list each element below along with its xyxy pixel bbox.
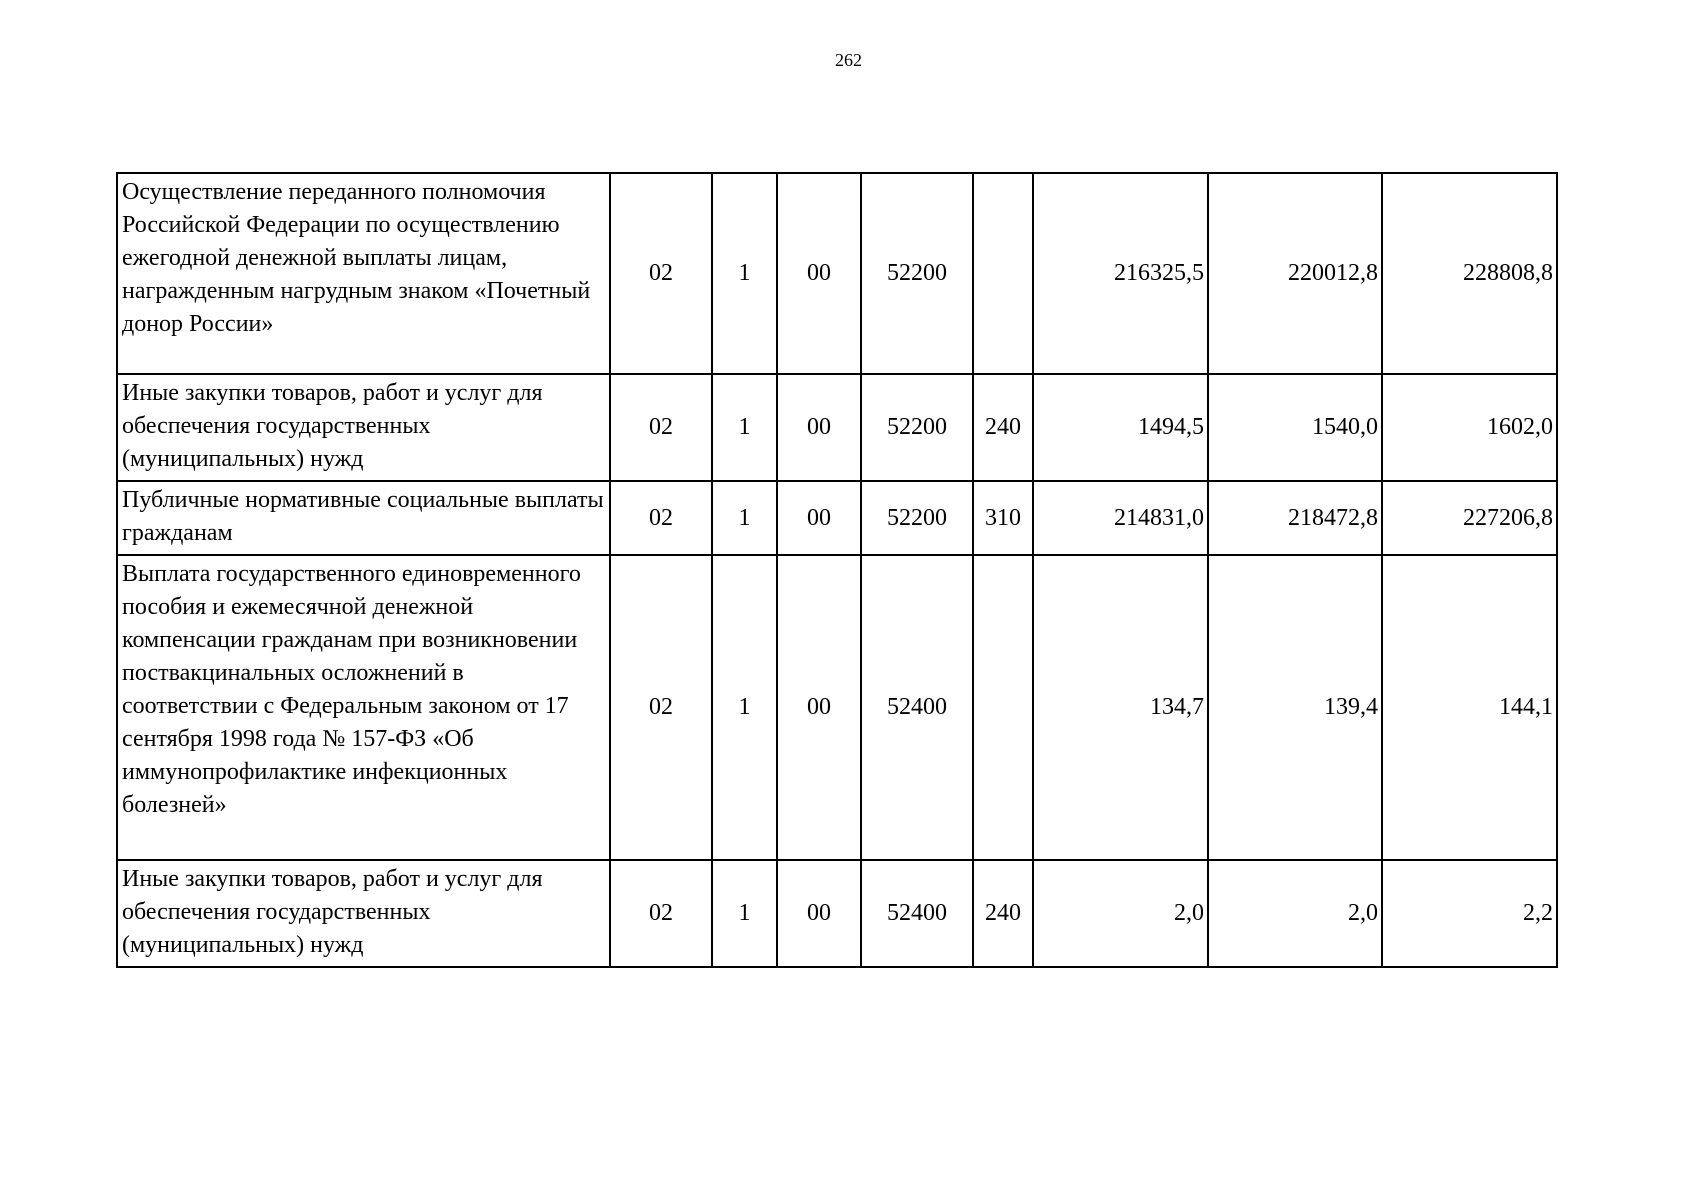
amount-cell-2: 220012,8 — [1208, 173, 1382, 374]
section-code-cell: 02 — [610, 555, 712, 860]
page-number: 262 — [835, 50, 862, 70]
amount-cell-1: 1494,5 — [1033, 374, 1208, 481]
program-code-cell: 1 — [712, 860, 777, 967]
subprogram-code-cell: 00 — [777, 374, 861, 481]
direction-code-cell: 52400 — [861, 555, 973, 860]
section-code-cell: 02 — [610, 173, 712, 374]
table-row — [117, 555, 1557, 860]
direction-code-cell: 52400 — [861, 860, 973, 967]
amount-cell-2: 218472,8 — [1208, 481, 1382, 555]
expense-type-cell: 240 — [973, 374, 1033, 481]
table-row — [117, 481, 1557, 555]
direction-code-cell: 52200 — [861, 173, 973, 374]
table-row — [117, 860, 1557, 967]
row-name-cell: Выплата государственного единовременного пособия и ежемесячной денежной компенсации гражданам при возникновении поствакцинальных осложнений в соответствии с Федеральным законом от 17 сентября 1998 года № 157-ФЗ «Об иммунопрофилактике инфекционных болезней» — [117, 555, 610, 860]
table-row — [117, 173, 1557, 374]
expense-type-cell: 310 — [973, 481, 1033, 555]
subprogram-code-cell: 00 — [777, 860, 861, 967]
program-code-cell: 1 — [712, 173, 777, 374]
expense-type-cell — [973, 173, 1033, 374]
amount-cell-1: 134,7 — [1033, 555, 1208, 860]
row-name-cell: Иные закупки товаров, работ и услуг для обеспечения государственных (муниципальных) нужд — [117, 374, 610, 481]
subprogram-code-cell: 00 — [777, 481, 861, 555]
amount-cell-3: 1602,0 — [1382, 374, 1557, 481]
program-code-cell: 1 — [712, 374, 777, 481]
amount-cell-2: 139,4 — [1208, 555, 1382, 860]
direction-code-cell: 52200 — [861, 374, 973, 481]
direction-code-cell: 52200 — [861, 481, 973, 555]
amount-cell-3: 2,2 — [1382, 860, 1557, 967]
row-name-cell: Осуществление переданного полномочия Российской Федерации по осуществлению ежегодной денежной выплаты лицам, награжденным нагрудным знаком «Почетный донор России» — [117, 173, 610, 374]
program-code-cell: 1 — [712, 481, 777, 555]
section-code-cell: 02 — [610, 481, 712, 555]
section-code-cell: 02 — [610, 860, 712, 967]
amount-cell-3: 144,1 — [1382, 555, 1557, 860]
subprogram-code-cell: 00 — [777, 173, 861, 374]
expense-type-cell: 240 — [973, 860, 1033, 967]
program-code-cell: 1 — [712, 555, 777, 860]
amount-cell-2: 1540,0 — [1208, 374, 1382, 481]
amount-cell-1: 2,0 — [1033, 860, 1208, 967]
subprogram-code-cell: 00 — [777, 555, 861, 860]
row-name-cell: Публичные нормативные социальные выплаты гражданам — [117, 481, 610, 555]
amount-cell-3: 228808,8 — [1382, 173, 1557, 374]
expense-type-cell — [973, 555, 1033, 860]
amount-cell-3: 227206,8 — [1382, 481, 1557, 555]
table-row — [117, 374, 1557, 481]
section-code-cell: 02 — [610, 374, 712, 481]
amount-cell-1: 214831,0 — [1033, 481, 1208, 555]
amount-cell-1: 216325,5 — [1033, 173, 1208, 374]
row-name-cell: Иные закупки товаров, работ и услуг для обеспечения государственных (муниципальных) нужд — [117, 860, 610, 967]
budget-table — [116, 172, 1558, 968]
amount-cell-2: 2,0 — [1208, 860, 1382, 967]
